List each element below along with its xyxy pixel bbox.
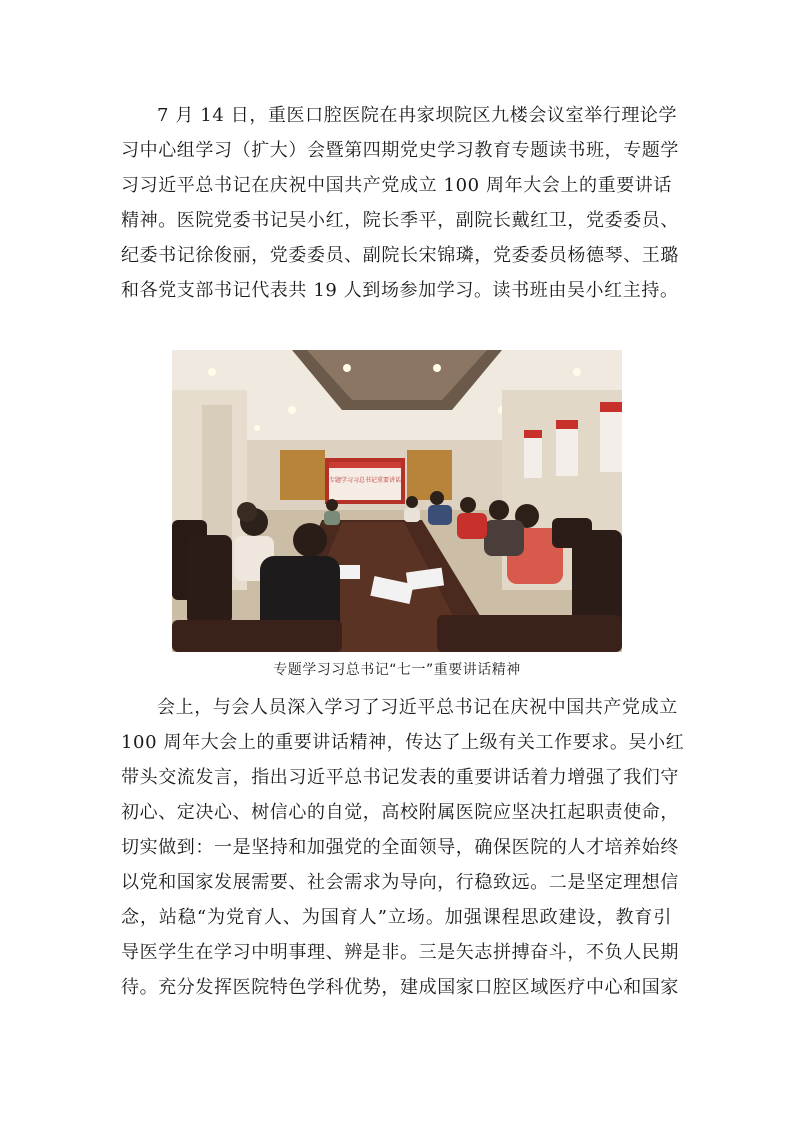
intro-paragraph — [121, 98, 679, 308]
text-line: 初心、定决心、树信心的自觉，高校附属医院应坚决扛起职责使命， — [121, 802, 679, 823]
text-line: 习习近平总书记在庆祝中国共产党成立 100 周年大会上的重要讲话 — [121, 175, 672, 196]
text-line: 100 周年大会上的重要讲话精神，传达了上级有关工作要求。吴小红 — [121, 732, 685, 753]
text-line: 精神。医院党委书记吴小红，院长季平，副院长戴红卫，党委委员、 — [121, 210, 679, 231]
text-line: 待。充分发挥医院特色学科优势，建成国家口腔区域医疗中心和国家 — [121, 977, 679, 998]
text-line: 习中心组学习（扩大）会暨第四期党史学习教育专题读书班，专题学 — [121, 140, 679, 161]
screen-text: 专题学习习总书记重要讲话 — [328, 477, 402, 484]
text-line: 切实做到：一是坚持和加强党的全面领导，确保医院的人才培养始终 — [121, 837, 679, 858]
text-line: 导医学生在学习中明事理、辨是非。三是矢志拼搏奋斗，不负人民期 — [121, 942, 679, 963]
text-line: 以党和国家发展需要、社会需求为导向，行稳致远。二是坚定理想信 — [121, 872, 679, 893]
photo-caption: 专题学习习总书记“七一”重要讲话精神 — [273, 662, 521, 678]
text-line: 7 月 14 日，重医口腔医院在冉家坝院区九楼会议室举行理论学 — [157, 105, 678, 126]
text-line: 带头交流发言，指出习近平总书记发表的重要讲话着力增强了我们守 — [121, 767, 679, 788]
text-line: 和各党支部书记代表共 19 人到场参加学习。读书班由吴小红主持。 — [121, 280, 679, 301]
meeting-photo — [172, 350, 622, 652]
body-paragraph — [121, 690, 685, 1005]
text-line: 念，站稳“为党育人、为国育人”立场。加强课程思政建设，教育引 — [121, 907, 672, 928]
text-line: 纪委书记徐俊丽，党委委员、副院长宋锦璘，党委委员杨德琴、王璐 — [121, 245, 679, 266]
text-line: 会上，与会人员深入学习了习近平总书记在庆祝中国共产党成立 — [157, 697, 678, 718]
